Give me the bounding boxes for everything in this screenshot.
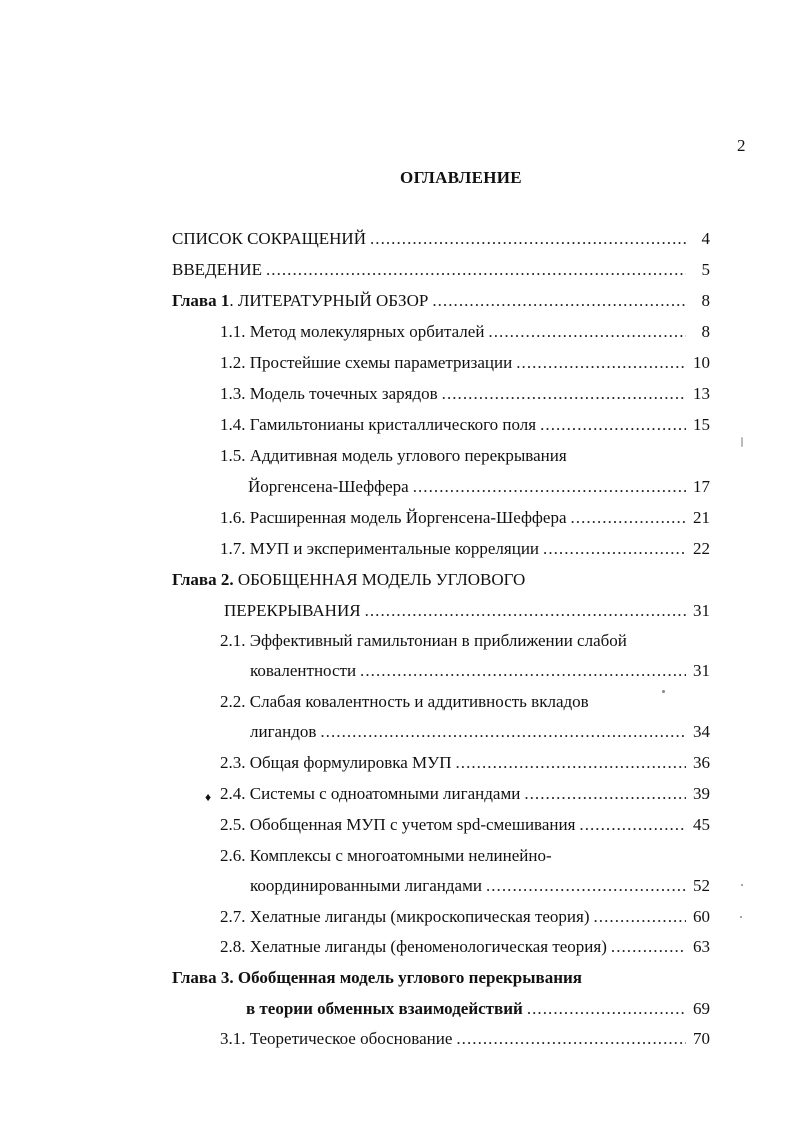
toc-entry-1-7	[220, 538, 710, 560]
scan-speck	[740, 916, 742, 918]
dot-leader	[543, 538, 686, 560]
toc-entry-2-6-cont	[250, 875, 710, 897]
dot-leader	[456, 1028, 686, 1050]
dot-leader	[413, 476, 686, 498]
toc-entry-label: 2.8. Хелатные лиганды (феноменологическая теория)	[220, 937, 607, 956]
toc-entry-label: Глава 3. Обобщенная модель углового перекрывания	[172, 968, 583, 987]
toc-entry-label: 2.6. Комплексы с многоатомными нелинейно-	[220, 846, 552, 865]
dot-leader	[266, 259, 686, 281]
toc-entry-page: 4	[701, 229, 710, 248]
toc-entry-label: координированными лигандами	[250, 876, 482, 895]
chapter-title: . ЛИТЕРАТУРНЫЙ ОБЗОР	[229, 291, 429, 310]
toc-entry-label: 2.4. Системы с одноатомными лигандами	[220, 784, 521, 803]
toc-entry-page: 5	[701, 260, 710, 279]
dot-leader	[516, 352, 686, 374]
toc-entry-chapter-3	[172, 967, 710, 989]
chapter-title: ОБОБЩЕННАЯ МОДЕЛЬ УГЛОВОГО	[233, 570, 526, 589]
toc-entry-page: 10	[693, 353, 710, 372]
toc-entry-label: 2.5. Обобщенная МУП с учетом spd-смешивания	[220, 815, 576, 834]
dot-leader	[360, 660, 686, 682]
toc-entry-page: 52	[693, 876, 710, 895]
page-number: 2	[737, 136, 746, 155]
toc-entry-label: 1.3. Модель точечных зарядов	[220, 384, 438, 403]
chapter-prefix: Глава 1	[172, 291, 230, 310]
toc-entry-page: 69	[693, 999, 710, 1018]
toc-entry-label: 2.2. Слабая ковалентность и аддитивность вкладов	[220, 692, 589, 711]
toc-entry-label: СПИСОК СОКРАЩЕНИЙ	[172, 229, 366, 248]
toc-entry-page: 34	[693, 722, 710, 741]
toc-entry-label	[172, 569, 525, 591]
toc-entry-2-5	[220, 814, 710, 836]
scan-speck-bullet: ♦	[205, 790, 212, 804]
toc-entry-page: 39	[693, 784, 710, 803]
scan-speck	[741, 437, 743, 447]
toc-entry-page: 17	[693, 477, 710, 496]
toc-entry-1-5-cont	[248, 476, 710, 498]
chapter-prefix: Глава 2.	[172, 570, 234, 589]
toc-entry-page: 31	[693, 601, 710, 620]
toc-entry-label: ВВЕДЕНИЕ	[172, 260, 262, 279]
toc-entry-1-4	[220, 414, 710, 436]
scan-speck	[741, 884, 743, 886]
toc-entry-2-3	[220, 752, 710, 774]
toc-entry-label: 2.7. Хелатные лиганды (микроскопическая теория)	[220, 907, 590, 926]
toc-entry-page: 63	[693, 937, 710, 956]
toc-entry-page: 13	[693, 384, 710, 403]
toc-entry-2-1-cont	[250, 660, 710, 682]
dot-leader	[488, 321, 686, 343]
toc-entry-1-5	[220, 445, 710, 467]
toc-entry-label: Йоргенсена-Шеффера	[248, 477, 409, 496]
toc-entry-label	[172, 290, 428, 312]
dot-leader	[432, 290, 686, 312]
dot-leader	[442, 383, 686, 405]
toc-entry-chapter-1	[172, 290, 710, 312]
toc-entry-2-2	[220, 691, 710, 713]
toc-entry-2-7	[220, 906, 710, 928]
toc-entry-chapter-2-cont	[224, 600, 710, 622]
toc-entry-page: 15	[693, 415, 710, 434]
dot-leader	[527, 998, 686, 1020]
toc-entry-label: 1.5. Аддитивная модель углового перекрывания	[220, 446, 567, 465]
dot-leader	[611, 936, 686, 958]
toc-entry-abbreviations	[172, 228, 710, 250]
toc-entry-1-3	[220, 383, 710, 405]
toc-entry-page: 22	[693, 539, 710, 558]
toc-entry-1-6	[220, 507, 710, 529]
toc-entry-label: 3.1. Теоретическое обоснование	[220, 1029, 453, 1048]
toc-entry-label: лигандов	[250, 722, 317, 741]
toc-entry-2-4	[220, 783, 710, 805]
toc-entry-label: 2.3. Общая формулировка МУП	[220, 753, 452, 772]
toc-entry-2-2-cont	[250, 721, 710, 743]
toc-entry-label: 1.6. Расширенная модель Йоргенсена-Шеффера	[220, 508, 567, 527]
dot-leader	[570, 507, 686, 529]
dot-leader	[370, 228, 686, 250]
toc-entry-2-1	[220, 630, 710, 652]
toc-entry-2-8	[220, 936, 710, 958]
toc-entry-label: 1.4. Гамильтонианы кристаллического поля	[220, 415, 537, 434]
dot-leader	[320, 721, 686, 743]
dot-leader	[486, 875, 686, 897]
dot-leader	[455, 752, 686, 774]
toc-entry-label: ПЕРЕКРЫВАНИЯ	[224, 601, 361, 620]
toc-entry-page: 21	[693, 508, 710, 527]
toc-entry-page: 60	[693, 907, 710, 926]
toc-entry-label: 2.1. Эффективный гамильтониан в приближении слабой	[220, 631, 627, 650]
toc-entry-label: 1.2. Простейшие схемы параметризации	[220, 353, 513, 372]
toc-entry-page: 45	[693, 815, 710, 834]
scan-speck	[662, 690, 665, 693]
toc-entry-page: 36	[693, 753, 710, 772]
toc-entry-introduction	[172, 259, 710, 281]
toc-entry-label: 1.1. Метод молекулярных орбиталей	[220, 322, 485, 341]
toc-entry-label: в теории обменных взаимодействий	[246, 999, 523, 1018]
toc-entry-page: 8	[701, 322, 710, 341]
dot-leader	[540, 414, 686, 436]
toc-entry-page: 8	[701, 291, 710, 310]
dot-leader	[579, 814, 686, 836]
toc-entry-label: 1.7. МУП и экспериментальные корреляции	[220, 539, 540, 558]
toc-entry-page: 31	[693, 661, 710, 680]
toc-entry-3-1	[220, 1028, 710, 1050]
toc-entry-2-6	[220, 845, 710, 867]
toc-entry-label: ковалентности	[250, 661, 357, 680]
dot-leader	[524, 783, 686, 805]
toc-entry-page: 70	[693, 1029, 710, 1048]
toc-entry-1-2	[220, 352, 710, 374]
dot-leader	[594, 906, 687, 928]
toc-entry-1-1	[220, 321, 710, 343]
toc-entry-chapter-3-cont	[246, 998, 710, 1020]
toc-entry-chapter-2	[172, 569, 710, 591]
toc-title: ОГЛАВЛЕНИЕ	[400, 168, 522, 187]
dot-leader	[365, 600, 686, 622]
